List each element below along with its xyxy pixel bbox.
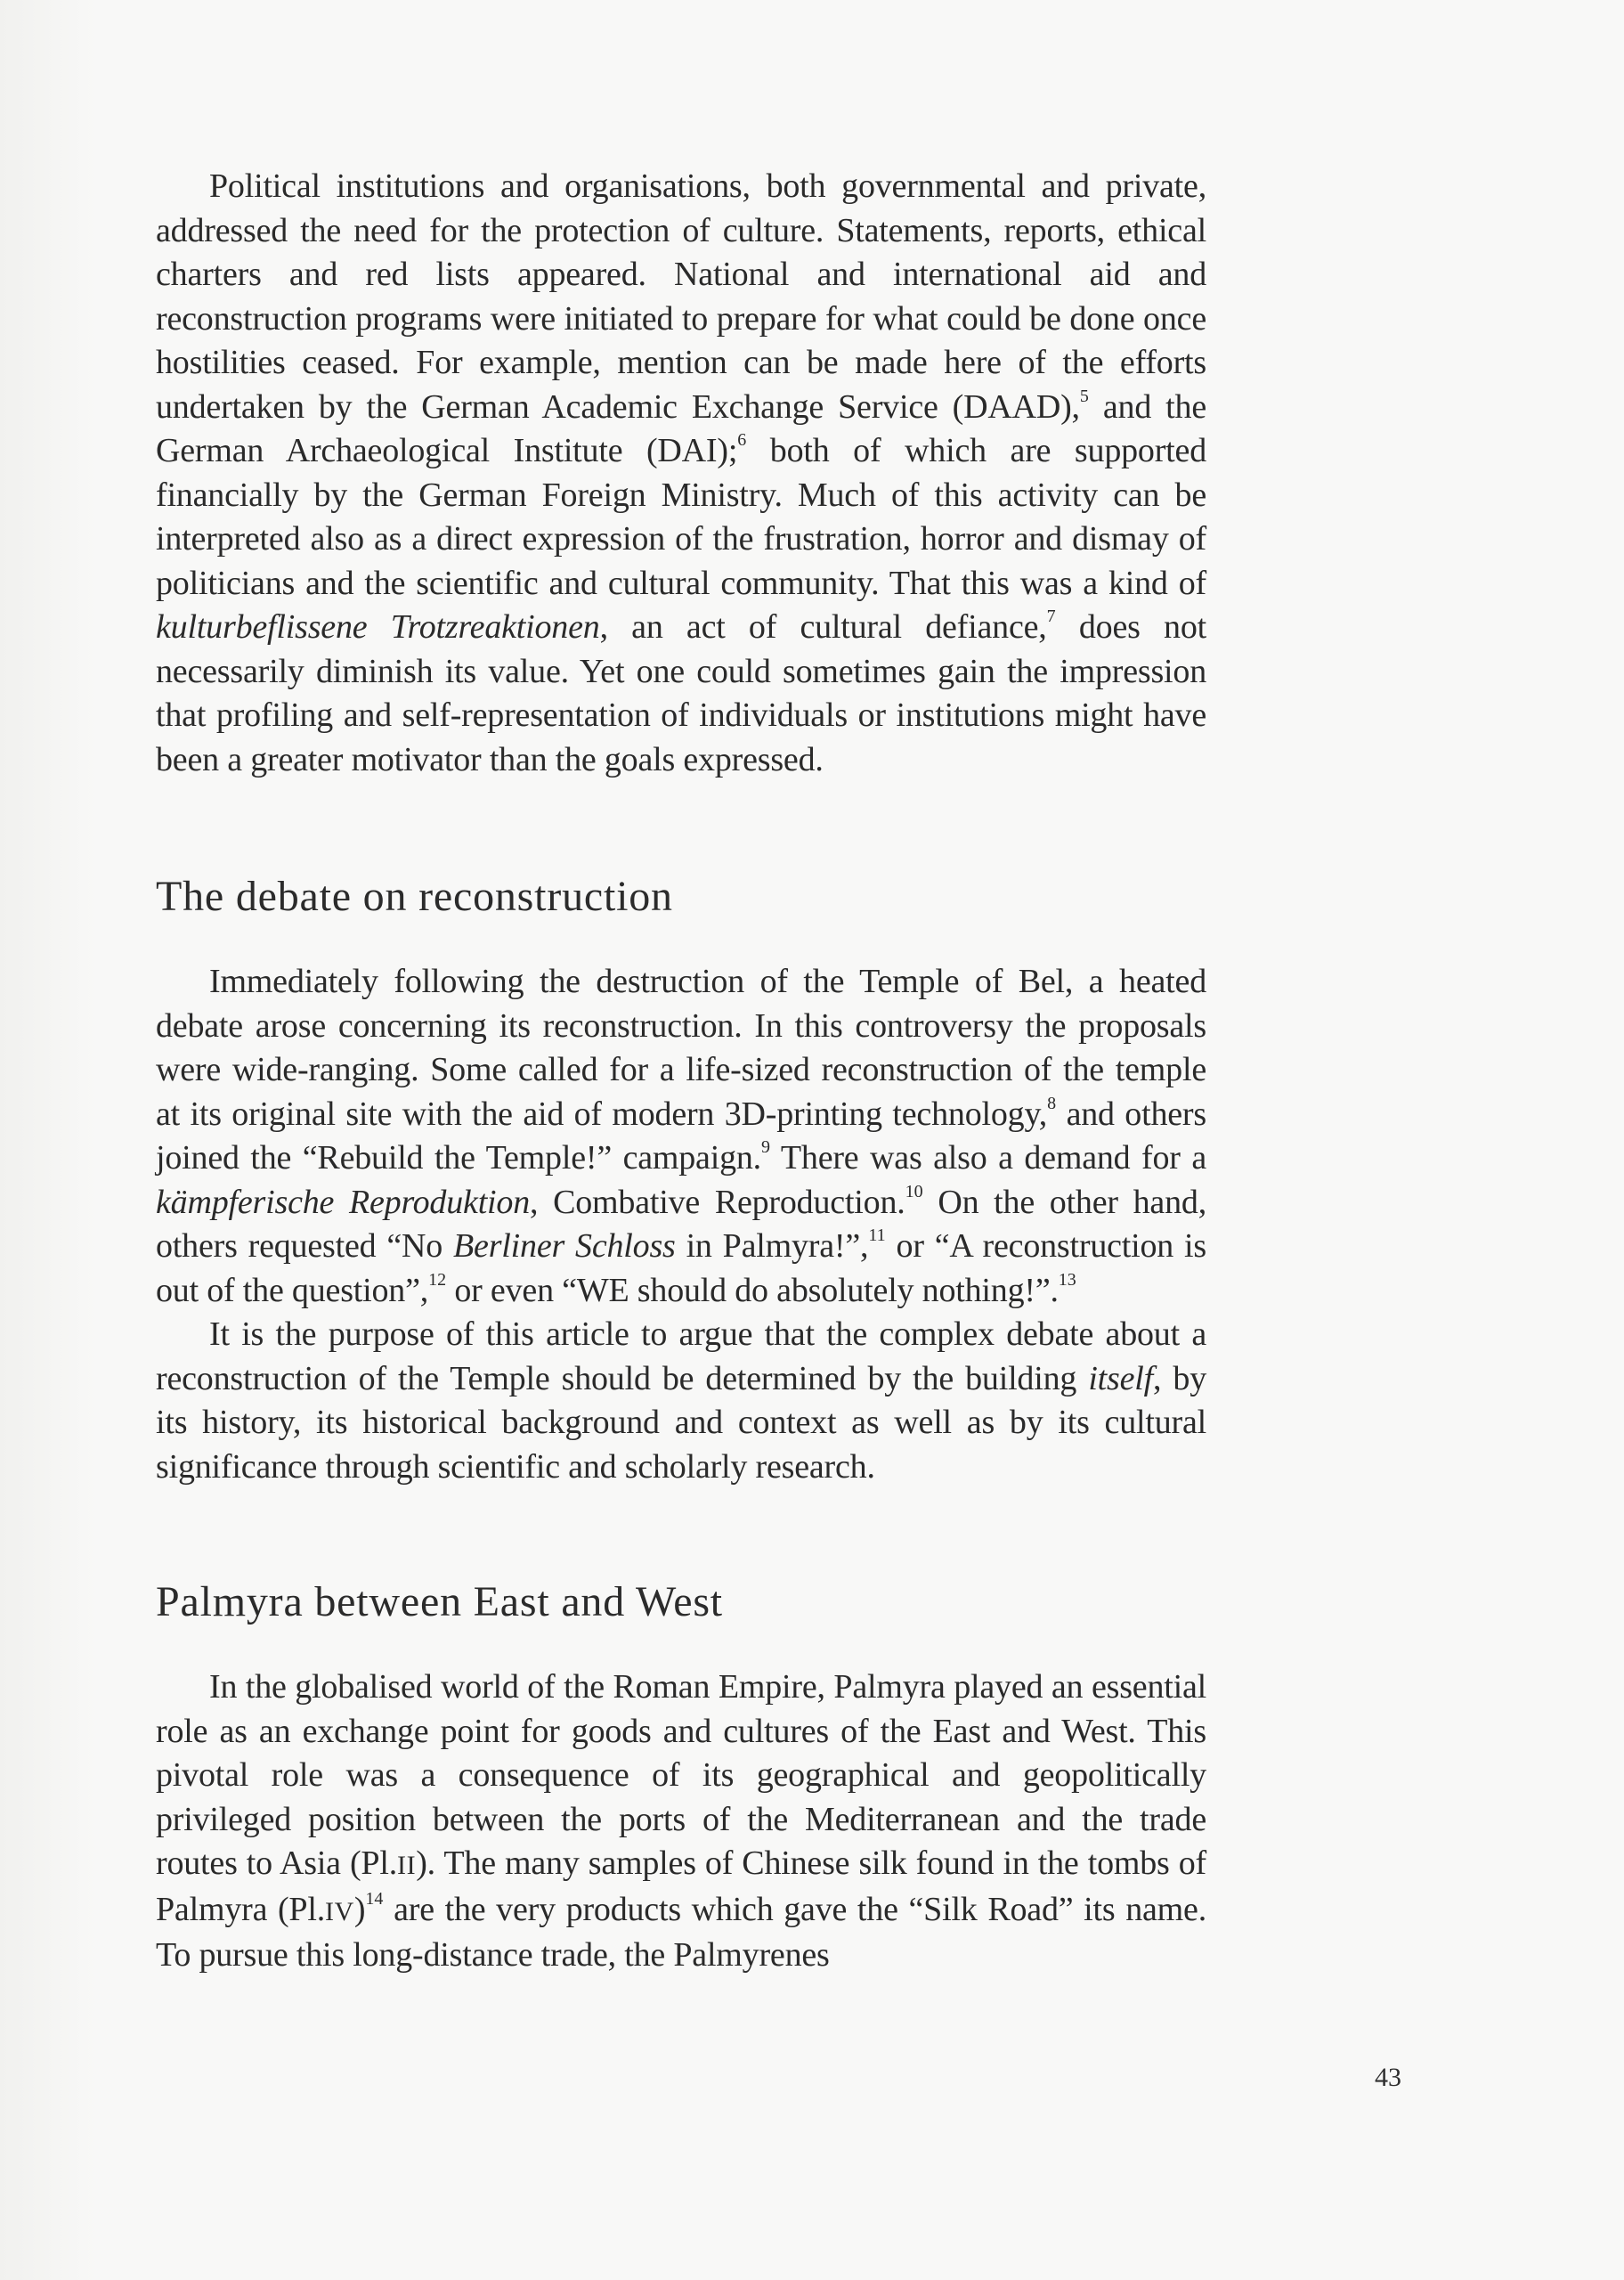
- italic-term: kulturbeflissene Trotzreaktionen: [156, 608, 600, 646]
- footnote-ref-10[interactable]: 10: [905, 1181, 923, 1201]
- section-heading-reconstruction: The debate on reconstruction: [156, 873, 673, 920]
- body-text-section-2: [156, 960, 1206, 1489]
- footnote-ref-8[interactable]: 8: [1047, 1093, 1057, 1113]
- footnote-ref-12[interactable]: 12: [428, 1269, 447, 1290]
- section-heading-palmyra: Palmyra between East and West: [156, 1578, 723, 1625]
- italic-term: Berliner Schloss: [453, 1227, 676, 1265]
- plate-ref[interactable]: IV: [325, 1896, 354, 1926]
- footnote-ref-6[interactable]: 6: [737, 430, 747, 451]
- body-text-section-3: [156, 1665, 1206, 1978]
- paragraph-purpose: It is the purpose of this article to argue that the complex debate about a reconstruction of the Temple should be determined by the building itself, by its history, its historical background and context as well as by its cultural significance through scientific and scholarly research.: [156, 1315, 1207, 1486]
- plate-ref[interactable]: II: [397, 1851, 417, 1880]
- page-number: 43: [1375, 2063, 1401, 2092]
- footnote-ref-9[interactable]: 9: [760, 1137, 770, 1158]
- italic-term: itself: [1088, 1359, 1153, 1397]
- footnote-ref-11[interactable]: 11: [868, 1226, 886, 1246]
- footnote-ref-14[interactable]: 14: [365, 1888, 384, 1909]
- footnote-ref-7[interactable]: 7: [1046, 607, 1056, 627]
- footnote-ref-5[interactable]: 5: [1079, 386, 1089, 406]
- paragraph-palmyra: In the globalised world of the Roman Empire, Palmyra played an essential role as an exchange point for goods and cultures of the East and West. This pivotal role was a consequence of its geographical and geopolitically privileged position between the ports of the Mediterranean and the trade routes to Asia (Pl.II). The many samples of Chinese silk found in the tombs of Palmyra $(Pl.IV)^{14}$ are the very products which gave the “Silk Road” its name. To pursue this long-distance trade, the Palmyrenes: [156, 1668, 1206, 1974]
- footnote-ref-13[interactable]: 13: [1058, 1269, 1076, 1290]
- paragraph-debate: Immediately following the destruction of the Temple of Bel, a heated debate arose concerning its reconstruction. In this controversy the proposals were wide-ranging. Some called for a life-sized reconstruction of the temple at its original site with the aid of modern 3D-printing technology,$^8$ and others joined the “Rebuild the Temple!” campaign.$^9$ There was also a demand for a kämpferische Reproduktion, Combative Reproduction.$^{10}$ On the other hand, others requested “No Berliner Schloss in Palmyra!”,$^{11}$ or “A reconstruction is out of the question”,$^{12}$ or even “WE should do absolutely nothing!”.$^{13}$: [156, 963, 1206, 1309]
- italic-term: kämpferische Reproduktion: [156, 1183, 531, 1221]
- body-text-section-1: [156, 165, 1206, 782]
- paragraph-institutions: Political institutions and organisations, both governmental and private, addressed the need for the protection of culture. Statements, reports, ethical charters and red lists appeared. National and international aid and reconstruction programs were initiated to prepare for what could be done once hostilities ceased. For example, mention can be made here of the efforts undertaken by the German Academic Exchange Service (DAAD),$^5$ and the German Archaeological Institute (DAI);$^6$ both of which are supported financially by the German Foreign Ministry. Much of this activity can be interpreted also as a direct expression of the frustration, horror and dismay of politicians and the scientific and cultural community. That this was a kind of kulturbeflissene Trotzreaktionen, an act of cultural defiance,$^7$ does not necessarily diminish its value. Yet one could sometimes gain the impression that profiling and self-representation of individuals or institutions might have been a greater motivator than the goals expressed.: [156, 167, 1206, 778]
